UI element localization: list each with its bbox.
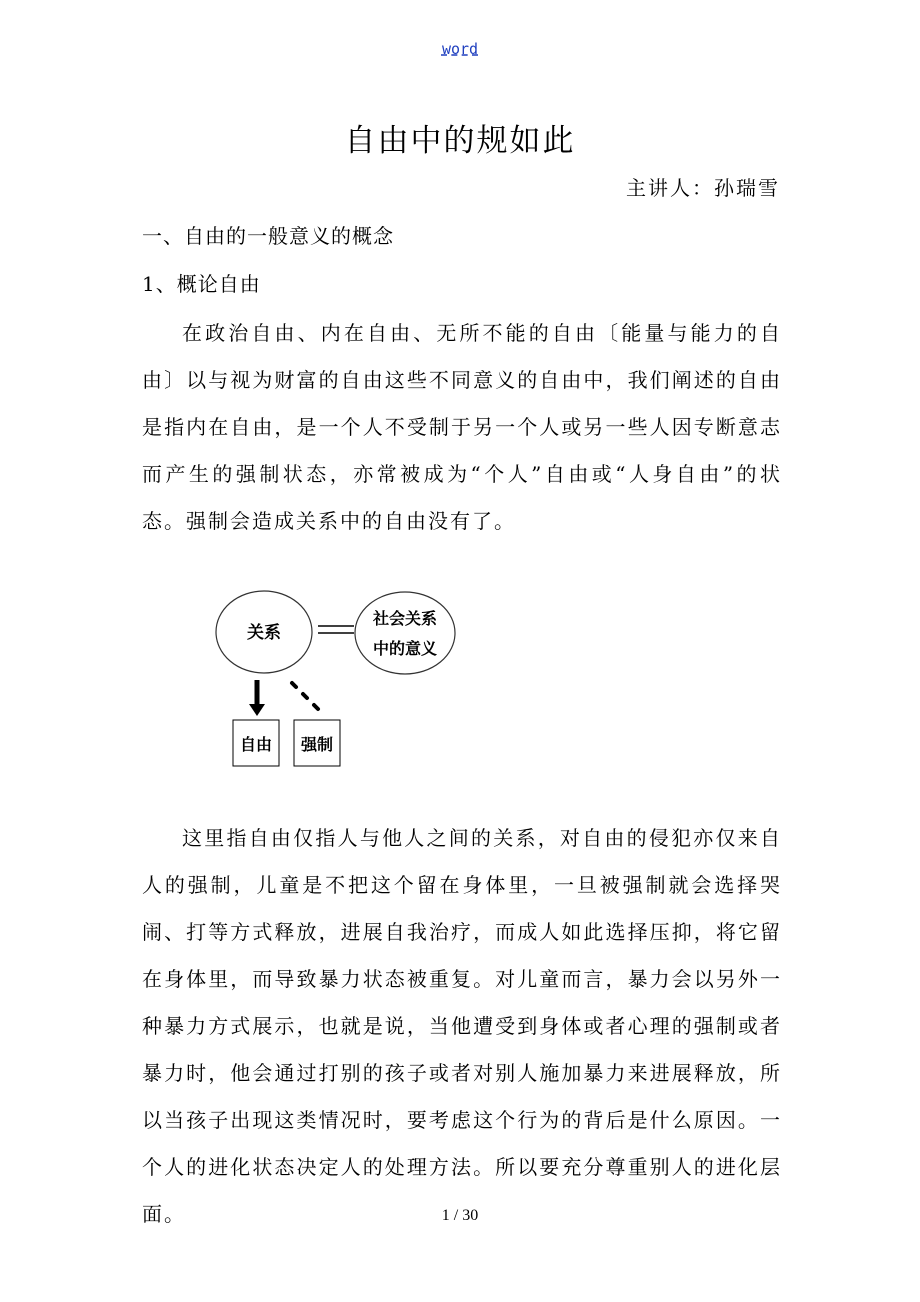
social-label-line2: 中的意义 [372, 639, 438, 658]
dotted-connector [292, 683, 318, 709]
relation-diagram [200, 580, 470, 784]
header-word-link[interactable]: word [441, 40, 479, 58]
social-ellipse [355, 592, 455, 674]
section-heading: 一、自由的一般意义的概念 [142, 224, 394, 248]
speaker-line: 主讲人：孙瑞雪 [626, 176, 780, 200]
paragraph-intro: 在政治自由、内在自由、无所不能的自由〔能量与能力的自由〕以与视为财富的自由这些不同意义的自由中，我们阐述的自由是指内在自由，是一个人不受制于另一个人或另一些人因专断意志而产生的强制状态，亦常被成为“个人”自由或“人身自由”的状态。强制会造成关系中的自由没有了。 [142, 321, 782, 533]
paragraph-relation: 这里指自由仅指人与他人之间的关系，对自由的侵犯亦仅来自人的强制，儿童是不把这个留在身体里，一旦被强制就会选择哭闹、打等方式释放，进展自我治疗，而成人如此选择压抑，将它留在身体里，而导致暴力状态被重复。对儿童而言，暴力会以另外一种暴力方式展示，也就是说，当他遭受到身体或者心理的强制或者暴力时，他会通过打别的孩子或者对别人施加暴力来进展释放，所以当孩子出现这类情况时，要考虑这个行为的背后是什么原因。一个人的进化状态决定人的处理方法。所以要充分尊重别人的进化层面。 [142, 826, 782, 1226]
diagram-svg [200, 580, 470, 780]
document-title: 自由中的规如此 [344, 123, 576, 159]
arrow-head [249, 704, 265, 716]
social-label-line1: 社会关系 [372, 609, 438, 628]
coercion-label: 强制 [300, 735, 334, 754]
relation-label: 关系 [247, 623, 281, 643]
page-indicator: 1 / 30 [441, 1207, 479, 1224]
freedom-label: 自由 [239, 735, 273, 754]
subsection-heading: 1、概论自由 [142, 272, 261, 296]
